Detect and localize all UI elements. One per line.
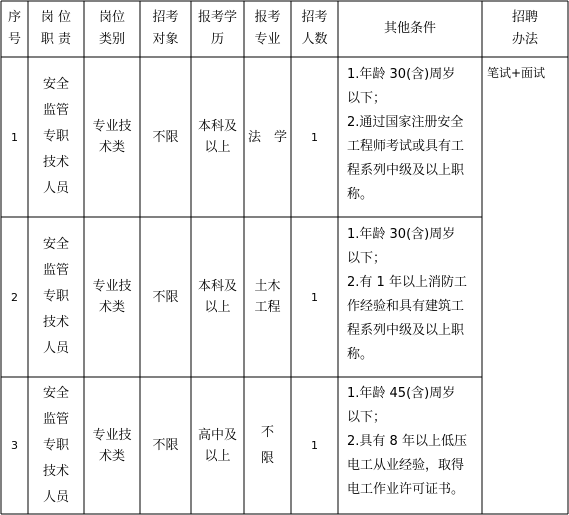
row2-seq-value: 2	[11, 290, 18, 304]
row3-major-line: 不	[260, 424, 274, 440]
row3-duty-line: 监管	[42, 411, 69, 427]
header-category-line1: 岗位	[98, 10, 125, 25]
row1-major-line: 法 学	[247, 129, 287, 145]
header-count-line1: 招考	[301, 10, 328, 25]
row2-category-line: 专业技	[92, 279, 132, 294]
row3-duty	[28, 377, 84, 514]
row3-duty-line: 专职	[42, 437, 69, 453]
row2-duty-line: 人员	[42, 341, 69, 356]
row2-duty-line: 技术	[42, 315, 69, 330]
header-education-line1: 报考学	[197, 10, 237, 25]
row1-condition-line: 工程师考试或具有工	[347, 139, 465, 154]
row2-duty-line: 安全	[42, 237, 69, 252]
row2-major-line: 工程	[254, 300, 281, 315]
row2-count-value: 1	[311, 290, 318, 304]
row3-count-value: 1	[311, 439, 318, 452]
row2-education	[191, 217, 244, 377]
row2-duty-line: 监管	[42, 263, 69, 278]
row2-major	[244, 217, 291, 377]
header-major-line1: 报考	[254, 10, 281, 25]
row2-education-line: 本科及	[197, 279, 237, 294]
header-target-line2: 对象	[152, 32, 179, 47]
row1-duty-line: 专职	[42, 129, 69, 144]
row1-condition-line: 1.年龄 30(含)周岁	[347, 67, 456, 82]
header-target	[140, 1, 191, 57]
row3-duty-line: 技术	[42, 463, 69, 479]
header-duty	[28, 1, 84, 57]
row2-education-line: 以上	[204, 300, 231, 315]
row3-condition-line: 1.年龄 45(含)周岁	[347, 386, 456, 401]
row1-major	[244, 57, 291, 217]
row1-count-value: 1	[311, 130, 318, 144]
header-method-line2: 办法	[511, 32, 538, 47]
row3-major-line: 限	[260, 450, 274, 466]
row1-education	[191, 57, 244, 217]
row3-category	[84, 377, 140, 514]
row2-major-line: 土木	[254, 279, 281, 294]
row1-conditions	[345, 63, 479, 207]
row1-count	[291, 57, 338, 217]
row2-seq	[1, 217, 28, 377]
row2-condition-line: 1.年龄 30(含)周岁	[347, 227, 456, 242]
header-method-line1: 招聘	[511, 10, 538, 25]
header-duty-line2: 职 责	[40, 32, 72, 47]
row1-category-line: 术类	[98, 140, 125, 155]
header-duty-line1: 岗 位	[40, 10, 72, 25]
row3-conditions	[345, 382, 479, 502]
header-method	[482, 1, 568, 57]
row2-conditions	[345, 223, 479, 367]
row3-category-line: 专业技	[92, 427, 132, 443]
row1-education-line: 本科及	[197, 119, 237, 134]
recruitment-method-value: 笔试+面试	[487, 66, 546, 80]
header-count	[291, 1, 338, 57]
row3-duty-line: 人员	[42, 489, 69, 505]
row1-target	[140, 57, 191, 217]
row3-condition-line: 2.具有 8 年以上低压	[347, 434, 467, 449]
row3-education-line: 以上	[204, 448, 231, 464]
row1-condition-line: 以下；	[347, 91, 387, 106]
row3-major	[244, 377, 291, 514]
row3-education	[191, 377, 244, 514]
row1-duty	[28, 57, 84, 217]
row2-category-line: 术类	[98, 300, 125, 315]
header-major-line2: 专业	[254, 32, 281, 47]
header-education	[191, 1, 244, 57]
row2-condition-line: 称。	[347, 347, 374, 362]
header-education-line2: 历	[210, 32, 224, 47]
row1-seq-value: 1	[11, 130, 18, 144]
row3-condition-line: 电工作业许可证书。	[347, 482, 465, 497]
row3-condition-line: 以下；	[347, 410, 387, 425]
header-count-line2: 人数	[301, 32, 328, 47]
header-seq-line2: 号	[7, 32, 21, 47]
row3-seq-value: 3	[11, 439, 18, 452]
row1-education-line: 以上	[204, 140, 231, 155]
row3-condition-line: 电工从业经验，取得	[347, 458, 465, 473]
header-category-line2: 类别	[98, 32, 125, 47]
row1-condition-line: 称。	[347, 187, 374, 202]
header-major	[244, 1, 291, 57]
row1-duty-line: 监管	[42, 103, 69, 118]
recruitment-method	[487, 63, 565, 83]
row3-count	[291, 377, 338, 514]
row1-duty-line: 技术	[42, 155, 69, 170]
row1-seq	[1, 57, 28, 217]
row2-condition-line: 程系列中级及以上职	[347, 323, 465, 338]
row3-target	[140, 377, 191, 514]
row1-condition-line: 2.通过国家注册安全	[347, 115, 464, 130]
header-category	[84, 1, 140, 57]
row2-category	[84, 217, 140, 377]
row1-target-value: 不限	[152, 129, 179, 145]
row2-condition-line: 2.有 1 年以上消防工	[347, 275, 467, 290]
row3-education-line: 高中及	[197, 427, 237, 443]
row2-target-value: 不限	[152, 289, 179, 305]
row1-category-line: 专业技	[92, 119, 132, 134]
row1-condition-line: 程系列中级及以上职	[347, 163, 465, 178]
header-conditions	[338, 1, 482, 57]
header-target-line1: 招考	[152, 10, 179, 25]
row3-duty-line: 安全	[42, 385, 69, 401]
header-seq-line1: 序	[7, 10, 21, 25]
row3-target-value: 不限	[152, 438, 179, 453]
row2-count	[291, 217, 338, 377]
row1-duty-line: 安全	[42, 77, 69, 92]
row3-category-line: 术类	[98, 448, 125, 464]
header-seq	[1, 1, 28, 57]
row2-target	[140, 217, 191, 377]
row3-seq	[1, 377, 28, 514]
row2-condition-line: 以下；	[347, 251, 387, 266]
row2-duty	[28, 217, 84, 377]
row2-duty-line: 专职	[42, 289, 69, 304]
header-conditions-label: 其他条件	[383, 21, 436, 36]
row2-condition-line: 作经验和具有建筑工	[347, 299, 465, 314]
row1-category	[84, 57, 140, 217]
row1-duty-line: 人员	[42, 181, 69, 196]
